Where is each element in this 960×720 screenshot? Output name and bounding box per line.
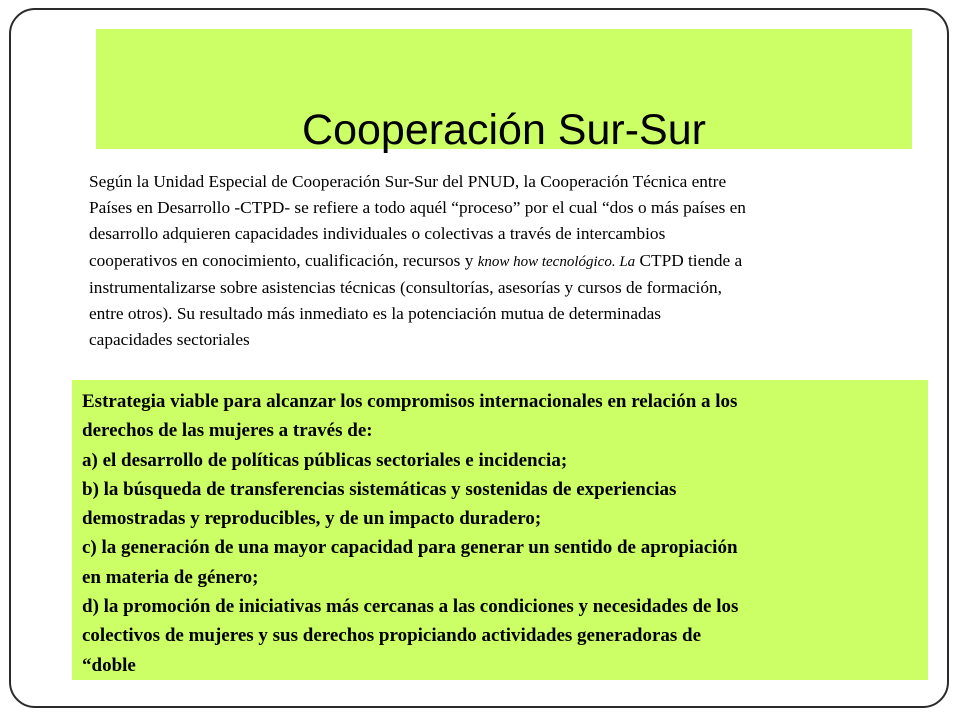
title-banner xyxy=(96,29,912,154)
strategy-item-a: a) el desarrollo de políticas públicas sectoriales e incidencia; xyxy=(82,449,568,471)
intro-line: CTPD tiende a xyxy=(635,250,743,270)
strategy-heading-line: derechos de las mujeres a través de: xyxy=(82,420,373,442)
intro-italic-phrase: know how tecnológico. La xyxy=(477,253,636,270)
strategy-item-d-cont: “doble xyxy=(82,654,136,676)
intro-line: desarrollo adquieren capacidades individuales o colectivas a través de intercambios xyxy=(89,224,666,244)
strategy-item-c-cont: en materia de género; xyxy=(82,566,259,588)
intro-paragraph xyxy=(89,169,919,353)
strategy-item-d: d) la promoción de iniciativas más cercanas a las condiciones y necesidades de los xyxy=(82,596,739,618)
strategy-heading-line: Estrategia viable para alcanzar los compromisos internacionales en relación a los xyxy=(82,391,738,412)
strategy-item-c: c) la generación de una mayor capacidad para generar un sentido de apropiación xyxy=(82,537,738,559)
intro-line: Países en Desarrollo -CTPD- se refiere a todo aquél “proceso” por el cual “dos o más países en xyxy=(89,198,746,218)
intro-line: Según la Unidad Especial de Cooperación Sur-Sur del PNUD, la Cooperación Técnica entre xyxy=(89,172,727,191)
strategy-text xyxy=(82,387,928,680)
strategy-item-b-cont: demostradas y reproducibles, y de un impacto duradero; xyxy=(82,508,542,530)
intro-line: entre otros). Su resultado más inmediato es la potenciación mutua de determinadas xyxy=(89,304,662,324)
strategy-item-b: b) la búsqueda de transferencias sistemáticas y sostenidas de experiencias xyxy=(82,478,677,500)
intro-line: capacidades sectoriales xyxy=(89,330,250,350)
strategy-item-d-cont: colectivos de mujeres y sus derechos propiciando actividades generadoras de xyxy=(82,625,702,647)
slide-title: Cooperación Sur-Sur xyxy=(302,106,706,154)
intro-line: instrumentalizarse sobre asistencias técnicas (consultorías, asesorías y cursos de formación, xyxy=(89,277,722,297)
strategy-box xyxy=(72,380,928,680)
intro-line: cooperativos en conocimiento, cualificación, recursos y xyxy=(89,250,478,270)
